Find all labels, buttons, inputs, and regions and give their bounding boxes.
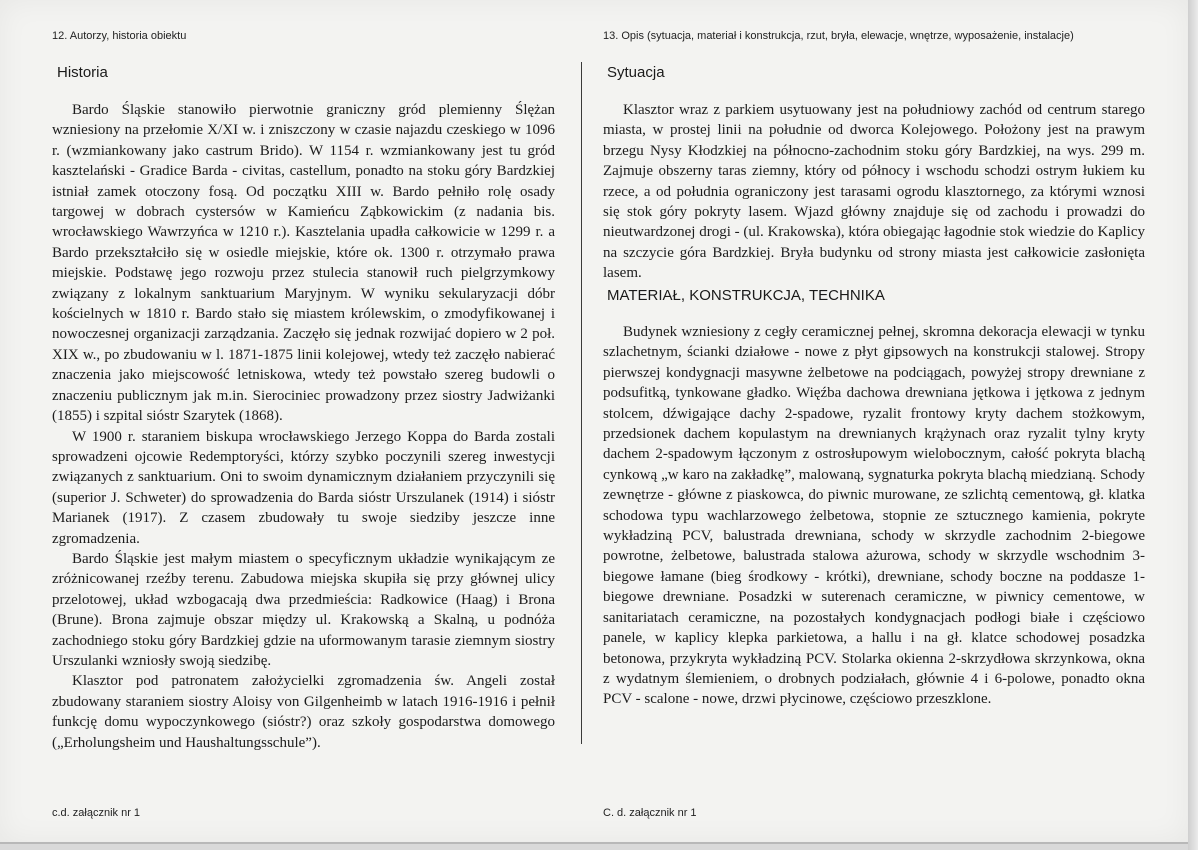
sytuacja-heading: Sytuacja	[607, 64, 665, 81]
left-column-header: 12. Autorzy, historia obiektu	[52, 30, 187, 42]
right-column-header: 13. Opis (sytuacja, materiał i konstrukcja, rzut, bryła, elewacje, wnętrze, wyposażenie, instalacje)	[603, 30, 1074, 42]
scan-edge	[1188, 0, 1198, 850]
sytuacja-text	[603, 100, 1145, 284]
material-heading: MATERIAŁ, KONSTRUKCJA, TECHNIKA	[607, 287, 885, 304]
left-footer: c.d. załącznik nr 1	[52, 807, 141, 819]
column-divider	[581, 62, 582, 744]
material-paragraph: Budynek wzniesiony z cegły ceramicznej pełnej, skromna dekoracja elewacji w tynku szlachetnym, ścianki działowe - nowe z płyt gipsowych na konstrukcji stalowej. Stropy pierwszej kondygnacji masywne żelbetowe na podciągach, powyżej stropy drewniane z podsufitką, tynkowane gładko. Więźba dachowa drewniana jętkowa i jętkowa z jednym stolcem, dźwigające dachy 2-spadowe, ryzalit frontowy kryty dachem stożkowym, przedsionek dachem kopulastym na drewnianych krążynach oraz ryzalit tylny kryty dachem 2-spadowym łączonym z ostrosłupowym wielobocznym, całość pokryta blachą cynkową „w karo na zakładkę”, malowaną, sygnaturka pokryta blachą miedzianą. Schody zewnętrze - główne z piaskowca, do piwnic murowane, ze szlichtą cementową, gł. klatka schodowa typu wachlarzowego żelbetowa, stopnie ze sztucznego kamienia, pokryte wykładziną PCV, balustrada drewniana, schody w skrzydle zachodnim 2-biegowe powrotne, żelbetowe, balustrada stalowa ażurowa, schody w skrzydle wschodnim 3-biegowe łamane (bieg środkowy - krótki), drewniane, schody boczne na poddasze 1-biegowe drewniane. Posadzki w suterenach ceramiczne, w piwnicy cementowe, w sanitariatach ceramiczne, na pozostałych kondygnacjach podłogi białe i częściowo panele, w kaplicy klepka parkietowa, a hallu i na gł. klatce schodowej posadzka betonowa, przykryta wykładziną PCV. Stolarka okienna 2-skrzydłowa skrzynkowa, okna z wydatnym ślemieniem, o drobnych podziałach, głównie 4 i 6-polowe, ponadto okna PCV - scalone - nowe, drzwi płycinowe, częściowo przeszklone.	[603, 324, 1145, 708]
historia-paragraph: Bardo Śląskie jest małym miastem o specyficznym układzie wynikającym ze zróżnicowanej rzeźby terenu. Zabudowa miejska skupiła się przy głównej ulicy przelotowej, układ wzbogacają dwa przedmieścia: Radkowice (Haag) i Brona (Brune). Brona zajmuje obszar między ul. Krakowską a Skalną, u podnóża zachodniego stoku góry Bardzkiej gdzie na uformowanym tarasie ziemnym siostry Urszulanki wzniosły swoją siedzibę.	[52, 550, 555, 669]
material-text	[603, 322, 1145, 710]
historia-paragraph: Bardo Śląskie stanowiło pierwotnie graniczny gród plemienny Ślężan wzniesiony na przełomie X/XI w. i zniszczony w czasie najazdu czeskiego w 1096 r. (wzmiankowany jako castrum Brido). W 1154 r. wzmiankowany jest tu gród kasztelański - Gradice Barda - civitas, castellum, ponadto na stoku góry Bardzkiej istniał zamek otoczony fosą. Od początku XIII w. Bardo pełniło rolę osady targowej w dobrach cystersów w Kamieńcu Ząbkowickim (z nadania bis. wrocławskiego Wawrzyńca w 1210 r.). Kasztelania upadła całkowicie w 1299 r. a Bardo przekształciło się w osiedle miejskie, które ok. 1300 r. otrzymało prawa miejskie. Podstawę jego rozwoju przez stulecia stanowił ruch pielgrzymkowy związany z lokalnym sanktuarium Maryjnym. W wyniku sekularyzacji dóbr kościelnych w 1810 r. Bardo stało się miastem królewskim, o zmodyfikowanej i nowoczesnej organizacji zarządzania. Zaczęło się jednak rozwijać dopiero w 2 poł. XIX w., po zbudowaniu w l. 1871-1875 linii kolejowej, wtedy też zaczęło nabierać znaczenia jako miejscowość letniskowa, wtedy też powstało szereg budowli o znaczeniu publicznym jak m.in. Sierociniec prowadzony przez siostry Jadwiżanki (1855) i szpital sióstr Szarytek (1868).	[52, 102, 555, 425]
right-footer: C. d. załącznik nr 1	[603, 807, 697, 819]
historia-text	[52, 100, 555, 753]
historia-heading: Historia	[57, 64, 108, 81]
sytuacja-paragraph: Klasztor wraz z parkiem usytuowany jest na południowy zachód od centrum starego miasta, w prostej linii na południe od dworca Kolejowego. Położony jest na prawym brzegu Nysy Kłodzkiej na północno-zachodnim stoku góry Bardzkiej, na wys. 299 m. Zajmuje obszerny taras ziemny, który od północy i wschodu schodzi ostrym łukiem ku rzece, a od południa ograniczony jest tarasami ogrodu klasztornego, za którymi wznosi się stok góry pokryty lasem. Wjazd główny znajduje się od zachodu i prowadzi do nieutwardzonej drogi - (ul. Krakowska), która obiegając łagodnie stok wiedzie do Kaplicy na szczycie góra Bardzkiej. Bryła budynku od strony miasta jest całkowicie zasłonięta lasem.	[603, 102, 1145, 282]
historia-paragraph: W 1900 r. staraniem biskupa wrocławskiego Jerzego Koppa do Barda zostali sprowadzeni ojcowie Redemptoryści, którzy szybko poczynili szereg inwestycji związanych z sanktuarium. Oni to swoim dynamicznym działaniem przyczynili się (superior J. Schweter) do sprowadzenia do Barda sióstr Urszulanek (1914) i sióstr Marianek (1917). Z czasem zbudowały tu swoje siedziby jeszcze inne zgromadzenia.	[52, 428, 555, 547]
historia-paragraph: Klasztor pod patronatem założycielki zgromadzenia św. Angeli został zbudowany staraniem siostry Aloisy von Gilgenheimb w latach 1916-1916 i pełnił funkcję domu wypoczynkowego (sióstr?) oraz szkoły gospodarstwa domowego („Erholungsheim und Haushaltungsschule”).	[52, 673, 555, 751]
